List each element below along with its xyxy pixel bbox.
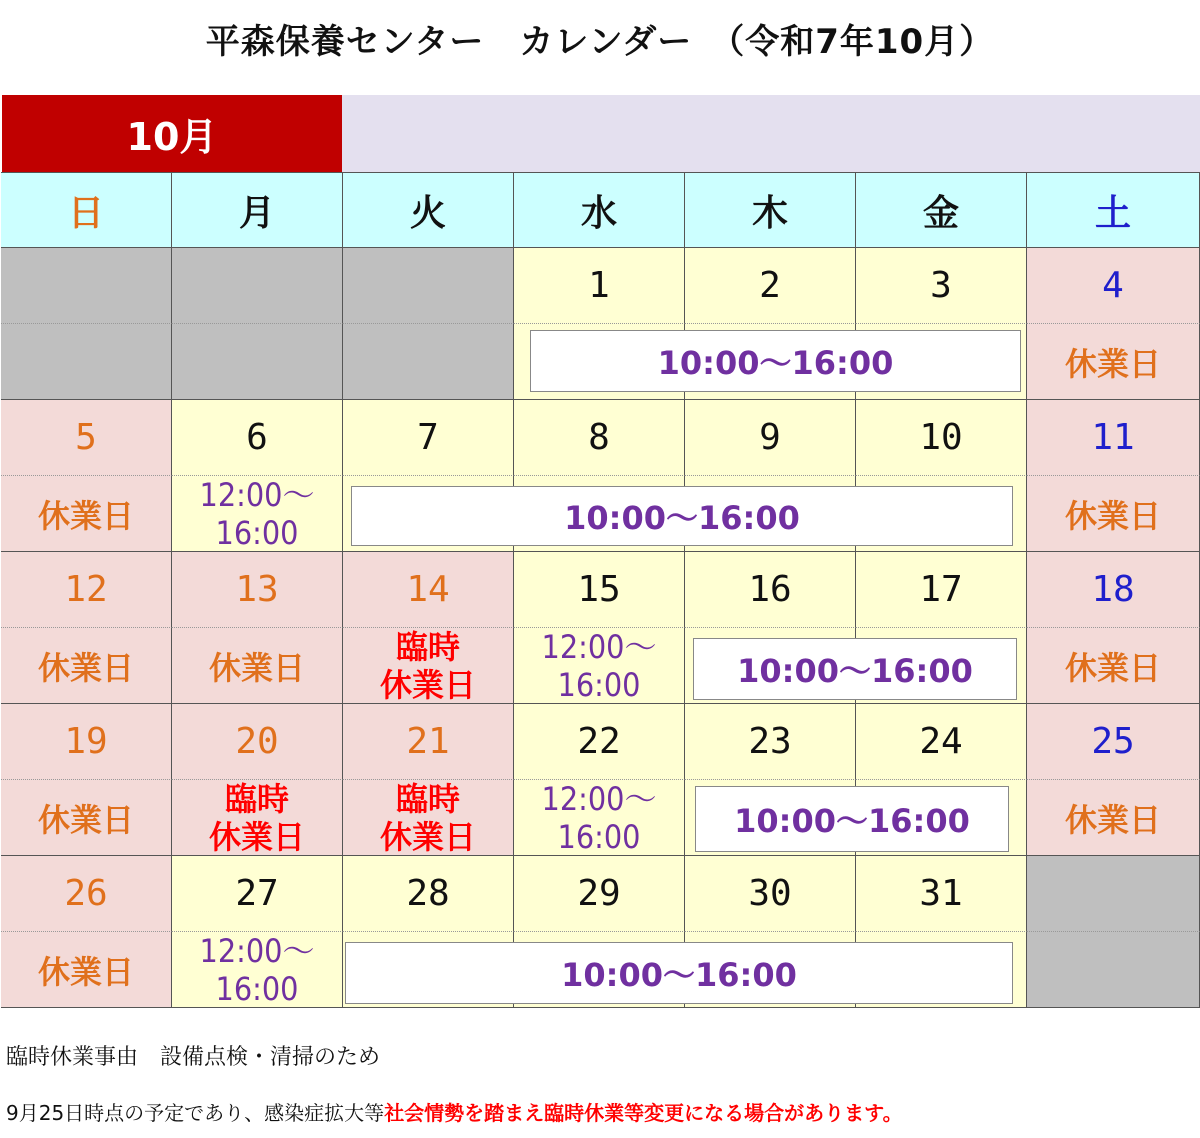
day-number <box>1027 856 1200 932</box>
short-hours-line1: 12:00～ <box>541 627 657 666</box>
schedule-note-warning: 社会情勢を踏まえ臨時休業等変更になる場合があります。 <box>384 1101 903 1125</box>
weekday-header: 日 <box>1 172 172 248</box>
closed-day-label: 休業日 <box>1027 628 1200 704</box>
closed-day-label: 休業日 <box>1 628 172 704</box>
day-number: 22 <box>514 704 685 780</box>
short-hours-label <box>172 476 343 552</box>
day-number <box>343 248 514 324</box>
weekday-header: 土 <box>1027 172 1200 248</box>
closed-day-label: 休業日 <box>1 780 172 856</box>
day-number <box>1 248 172 324</box>
temporary-closed-label <box>343 780 514 856</box>
day-number: 19 <box>1 704 172 780</box>
temp-closed-line2: 休業日 <box>379 817 476 856</box>
day-number: 8 <box>514 400 685 476</box>
day-status <box>1027 932 1200 1008</box>
day-status <box>343 324 514 400</box>
day-number: 12 <box>1 552 172 628</box>
closed-day-label: 休業日 <box>1 932 172 1008</box>
day-number: 11 <box>1027 400 1200 476</box>
weekday-header: 金 <box>856 172 1027 248</box>
closed-day-label: 休業日 <box>1027 476 1200 552</box>
day-number: 25 <box>1027 704 1200 780</box>
temp-closed-line1: 臨時 <box>395 627 460 666</box>
opening-hours-box: 10:00～16:00 <box>351 486 1013 546</box>
day-number: 4 <box>1027 248 1200 324</box>
day-number: 13 <box>172 552 343 628</box>
day-number: 26 <box>1 856 172 932</box>
closed-day-label: 休業日 <box>1027 324 1200 400</box>
day-number: 16 <box>685 552 856 628</box>
month-band <box>342 95 1200 172</box>
opening-hours-box: 10:00～16:00 <box>693 638 1017 700</box>
closed-day-label: 休業日 <box>1027 780 1200 856</box>
weekday-header: 木 <box>685 172 856 248</box>
day-number: 15 <box>514 552 685 628</box>
short-hours-line2: 16:00 <box>215 513 299 552</box>
short-hours-label <box>172 932 343 1008</box>
closed-day-label: 休業日 <box>172 628 343 704</box>
short-hours-line2: 16:00 <box>557 665 641 704</box>
day-number: 3 <box>856 248 1027 324</box>
opening-hours-box: 10:00～16:00 <box>695 786 1009 852</box>
day-number: 6 <box>172 400 343 476</box>
day-number: 27 <box>172 856 343 932</box>
short-hours-line2: 16:00 <box>557 817 641 856</box>
opening-hours-box: 10:00～16:00 <box>530 330 1021 392</box>
temporary-closure-reason: 臨時休業事由 設備点検・清掃のため <box>6 1045 381 1070</box>
day-number: 29 <box>514 856 685 932</box>
day-number: 9 <box>685 400 856 476</box>
day-number: 14 <box>343 552 514 628</box>
weekday-header: 水 <box>514 172 685 248</box>
day-status <box>1 324 172 400</box>
short-hours-line1: 12:00～ <box>199 931 315 970</box>
schedule-note <box>6 1097 903 1126</box>
day-number: 18 <box>1027 552 1200 628</box>
temp-closed-line2: 休業日 <box>208 817 305 856</box>
day-number: 21 <box>343 704 514 780</box>
page-title: 平森保養センター カレンダー （令和7年10月） <box>205 22 995 62</box>
short-hours-line2: 16:00 <box>215 969 299 1008</box>
day-number: 17 <box>856 552 1027 628</box>
closed-day-label: 休業日 <box>1 476 172 552</box>
short-hours-label <box>514 780 685 856</box>
day-number: 20 <box>172 704 343 780</box>
calendar-grid <box>1 172 1200 1008</box>
day-number <box>172 248 343 324</box>
day-number: 24 <box>856 704 1027 780</box>
day-number: 30 <box>685 856 856 932</box>
weekday-header: 火 <box>343 172 514 248</box>
temporary-closed-label <box>172 780 343 856</box>
day-number: 28 <box>343 856 514 932</box>
day-number: 10 <box>856 400 1027 476</box>
temp-closed-line1: 臨時 <box>395 779 460 818</box>
temporary-closed-label <box>343 628 514 704</box>
temp-closed-line2: 休業日 <box>379 665 476 704</box>
schedule-note-prefix: 9月25日時点の予定であり、感染症拡大等 <box>6 1101 385 1125</box>
day-status <box>172 324 343 400</box>
day-number: 5 <box>1 400 172 476</box>
month-label: 10月 <box>2 95 342 172</box>
opening-hours-box: 10:00～16:00 <box>345 942 1013 1004</box>
short-hours-line1: 12:00～ <box>541 779 657 818</box>
day-number: 2 <box>685 248 856 324</box>
short-hours-label <box>514 628 685 704</box>
day-number: 7 <box>343 400 514 476</box>
day-number: 31 <box>856 856 1027 932</box>
temp-closed-line1: 臨時 <box>224 779 289 818</box>
day-number: 23 <box>685 704 856 780</box>
day-number: 1 <box>514 248 685 324</box>
weekday-header: 月 <box>172 172 343 248</box>
short-hours-line1: 12:00～ <box>199 475 315 514</box>
